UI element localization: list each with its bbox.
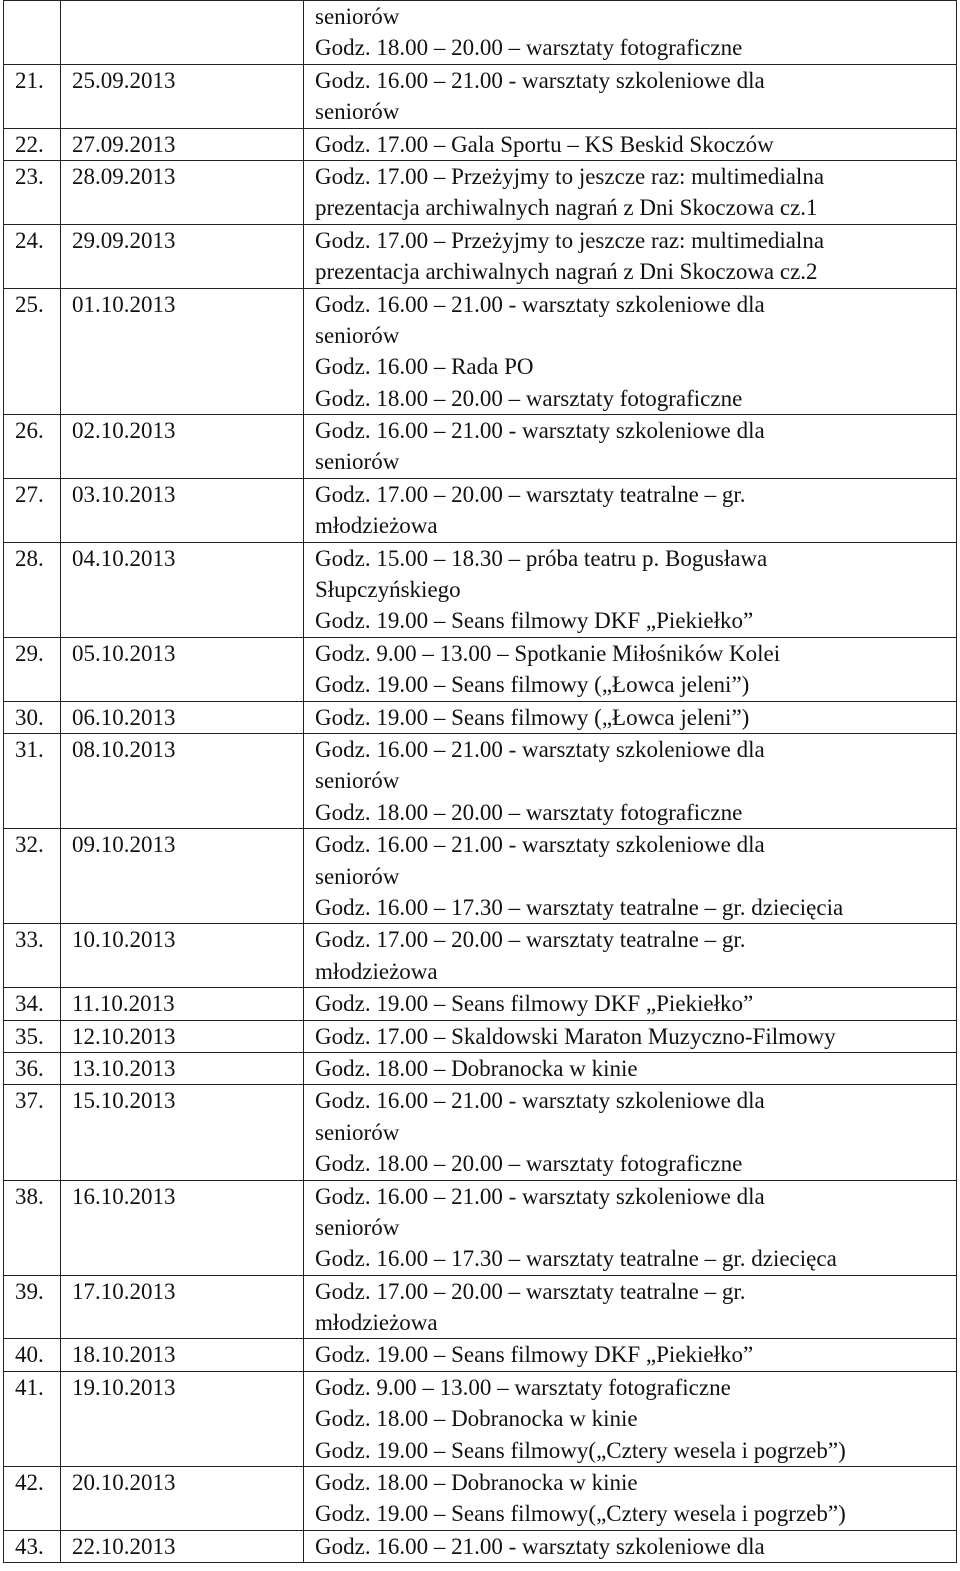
schedule-body <box>4 1 957 1563</box>
event-date: 19.10.2013 <box>61 1371 304 1466</box>
table-row <box>4 1339 957 1371</box>
event-details <box>304 924 957 988</box>
event-details <box>304 1467 957 1531</box>
event-date: 03.10.2013 <box>61 478 304 542</box>
event-date: 29.09.2013 <box>61 224 304 288</box>
event-date: 01.10.2013 <box>61 288 304 415</box>
row-number: 43. <box>4 1530 61 1562</box>
table-row <box>4 128 957 160</box>
event-line: Godz. 16.00 – 21.00 - warsztaty szkoleniowe dla <box>315 1533 765 1559</box>
event-line: Godz. 17.00 – Skaldowski Maraton Muzyczno-Filmowy <box>315 1023 836 1049</box>
row-number: 30. <box>4 701 61 733</box>
row-number: 27. <box>4 478 61 542</box>
event-date: 02.10.2013 <box>61 415 304 479</box>
event-date: 13.10.2013 <box>61 1052 304 1084</box>
event-details <box>304 64 957 128</box>
table-row <box>4 1085 957 1180</box>
event-line: Godz. 19.00 – Seans filmowy(„Cztery wesela i pogrzeb”) <box>315 1437 846 1463</box>
row-number: 24. <box>4 224 61 288</box>
event-details <box>304 1085 957 1180</box>
event-line: Godz. 18.00 – 20.00 – warsztaty fotograficzne <box>315 799 743 825</box>
event-details <box>304 415 957 479</box>
table-row <box>4 415 957 479</box>
table-row <box>4 988 957 1020</box>
event-line: Godz. 16.00 – 17.30 – warsztaty teatralne – gr. dziecięca <box>315 1246 837 1272</box>
event-line: Godz. 16.00 – 21.00 - warsztaty szkoleniowe dla <box>315 1088 765 1114</box>
row-number: 35. <box>4 1020 61 1052</box>
table-row <box>4 1020 957 1052</box>
row-number: 38. <box>4 1180 61 1275</box>
row-number: 36. <box>4 1052 61 1084</box>
row-number <box>4 1 61 65</box>
event-line: Godz. 16.00 – 21.00 - warsztaty szkoleniowe dla <box>315 832 765 858</box>
table-row <box>4 701 957 733</box>
row-number: 25. <box>4 288 61 415</box>
event-line: Godz. 19.00 – Seans filmowy DKF „Piekiełko” <box>315 1342 754 1368</box>
row-number: 21. <box>4 64 61 128</box>
event-line: Godz. 18.00 – 20.00 – warsztaty fotograficzne <box>315 1151 743 1177</box>
event-date: 27.09.2013 <box>61 128 304 160</box>
row-number: 32. <box>4 829 61 924</box>
event-details <box>304 1530 957 1562</box>
event-details <box>304 829 957 924</box>
row-number: 26. <box>4 415 61 479</box>
table-row <box>4 1467 957 1531</box>
row-number: 40. <box>4 1339 61 1371</box>
event-line: seniorów <box>315 99 400 125</box>
row-number: 37. <box>4 1085 61 1180</box>
event-date: 05.10.2013 <box>61 637 304 701</box>
event-details <box>304 1339 957 1371</box>
table-row <box>4 1180 957 1275</box>
row-number: 39. <box>4 1275 61 1339</box>
event-date: 09.10.2013 <box>61 829 304 924</box>
event-date: 12.10.2013 <box>61 1020 304 1052</box>
event-details <box>304 1180 957 1275</box>
event-line: Godz. 19.00 – Seans filmowy(„Cztery wesela i pogrzeb”) <box>315 1501 846 1527</box>
event-line: Godz. 19.00 – Seans filmowy DKF „Piekiełko” <box>315 608 754 634</box>
event-details <box>304 288 957 415</box>
event-line: Godz. 17.00 – Przeżyjmy to jeszcze raz: multimedialna <box>315 163 825 189</box>
event-details <box>304 478 957 542</box>
event-schedule-table <box>3 0 957 1563</box>
table-row <box>4 478 957 542</box>
event-line: Godz. 16.00 – 21.00 - warsztaty szkoleniowe dla <box>315 737 765 763</box>
event-details <box>304 1020 957 1052</box>
event-line: prezentacja archiwalnych nagrań z Dni Skoczowa cz.2 <box>315 259 818 285</box>
event-line: Godz. 18.00 – Dobranocka w kinie <box>315 1470 638 1496</box>
event-date: 06.10.2013 <box>61 701 304 733</box>
event-line: Godz. 16.00 – 21.00 - warsztaty szkoleniowe dla <box>315 1183 765 1209</box>
table-row <box>4 542 957 637</box>
event-line: prezentacja archiwalnych nagrań z Dni Skoczowa cz.1 <box>315 195 818 221</box>
event-line: Godz. 18.00 – Dobranocka w kinie <box>315 1406 638 1432</box>
event-line: Godz. 16.00 – 21.00 - warsztaty szkoleniowe dla <box>315 418 765 444</box>
row-number: 28. <box>4 542 61 637</box>
row-number: 22. <box>4 128 61 160</box>
event-line: Godz. 16.00 – 21.00 - warsztaty szkoleniowe dla <box>315 67 765 93</box>
event-details <box>304 1371 957 1466</box>
event-line: Godz. 16.00 – 17.30 – warsztaty teatralne – gr. dziecięcia <box>315 894 844 920</box>
event-line: Godz. 18.00 – 20.00 – warsztaty fotograficzne <box>315 35 743 61</box>
event-line: Godz. 19.00 – Seans filmowy DKF „Piekiełko” <box>315 991 754 1017</box>
table-row <box>4 1371 957 1466</box>
event-date: 08.10.2013 <box>61 734 304 829</box>
table-row <box>4 1 957 65</box>
event-line: Godz. 18.00 – Dobranocka w kinie <box>315 1055 638 1081</box>
event-line: seniorów <box>315 1214 400 1240</box>
row-number: 41. <box>4 1371 61 1466</box>
table-row <box>4 637 957 701</box>
event-date: 17.10.2013 <box>61 1275 304 1339</box>
event-line: Godz. 17.00 – Gala Sportu – KS Beskid Skoczów <box>315 131 774 157</box>
event-line: Godz. 17.00 – Przeżyjmy to jeszcze raz: multimedialna <box>315 227 825 253</box>
table-row <box>4 288 957 415</box>
event-details <box>304 734 957 829</box>
table-row <box>4 1052 957 1084</box>
event-date <box>61 1 304 65</box>
event-details <box>304 1275 957 1339</box>
table-row <box>4 829 957 924</box>
table-row <box>4 160 957 224</box>
event-date: 10.10.2013 <box>61 924 304 988</box>
event-line: Godz. 17.00 – 20.00 – warsztaty teatralne – gr. <box>315 927 746 953</box>
event-line: Godz. 9.00 – 13.00 – Spotkanie Miłośników Kolei <box>315 640 781 666</box>
event-line: seniorów <box>315 863 400 889</box>
event-line: seniorów <box>315 4 400 29</box>
event-details <box>304 1052 957 1084</box>
row-number: 34. <box>4 988 61 1020</box>
table-row <box>4 224 957 288</box>
row-number: 31. <box>4 734 61 829</box>
event-details <box>304 128 957 160</box>
event-details <box>304 160 957 224</box>
event-line: seniorów <box>315 449 400 475</box>
event-date: 15.10.2013 <box>61 1085 304 1180</box>
event-line: młodzieżowa <box>315 513 438 539</box>
event-line: Słupczyńskiego <box>315 577 461 603</box>
event-details <box>304 701 957 733</box>
row-number: 42. <box>4 1467 61 1531</box>
row-number: 29. <box>4 637 61 701</box>
event-date: 16.10.2013 <box>61 1180 304 1275</box>
row-number: 23. <box>4 160 61 224</box>
event-date: 28.09.2013 <box>61 160 304 224</box>
event-details <box>304 637 957 701</box>
event-line: Godz. 16.00 – Rada PO <box>315 354 534 380</box>
table-row <box>4 64 957 128</box>
event-line: seniorów <box>315 1119 400 1145</box>
event-date: 18.10.2013 <box>61 1339 304 1371</box>
event-line: Godz. 19.00 – Seans filmowy („Łowca jeleni”) <box>315 672 750 698</box>
event-line: seniorów <box>315 768 400 794</box>
event-line: Godz. 17.00 – 20.00 – warsztaty teatralne – gr. <box>315 1278 746 1304</box>
event-date: 11.10.2013 <box>61 988 304 1020</box>
event-line: Godz. 9.00 – 13.00 – warsztaty fotograficzne <box>315 1374 731 1400</box>
event-details <box>304 988 957 1020</box>
event-date: 22.10.2013 <box>61 1530 304 1562</box>
event-details <box>304 1 957 65</box>
event-line: młodzieżowa <box>315 958 438 984</box>
event-date: 25.09.2013 <box>61 64 304 128</box>
row-number: 33. <box>4 924 61 988</box>
event-line: Godz. 18.00 – 20.00 – warsztaty fotograficzne <box>315 385 743 411</box>
event-line: Godz. 15.00 – 18.30 – próba teatru p. Bogusława <box>315 545 768 571</box>
event-line: seniorów <box>315 322 400 348</box>
event-line: Godz. 17.00 – 20.00 – warsztaty teatralne – gr. <box>315 481 746 507</box>
event-date: 20.10.2013 <box>61 1467 304 1531</box>
event-line: Godz. 16.00 – 21.00 - warsztaty szkoleniowe dla <box>315 291 765 317</box>
table-row <box>4 1530 957 1562</box>
event-details <box>304 224 957 288</box>
event-details <box>304 542 957 637</box>
event-line: Godz. 19.00 – Seans filmowy („Łowca jeleni”) <box>315 704 750 730</box>
table-row <box>4 1275 957 1339</box>
table-row <box>4 734 957 829</box>
event-date: 04.10.2013 <box>61 542 304 637</box>
event-line: młodzieżowa <box>315 1310 438 1336</box>
table-row <box>4 924 957 988</box>
